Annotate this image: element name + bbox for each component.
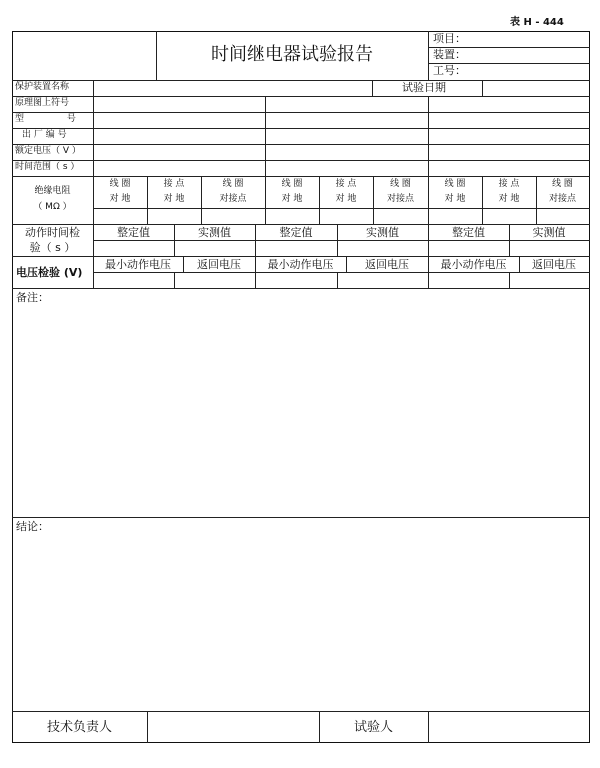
symbol-label: 原理图上符号 — [15, 98, 70, 108]
remarks-label: 备注： — [16, 291, 49, 304]
insulation-header: 接 点 — [498, 179, 520, 189]
dropout-header: 返回电压 — [197, 258, 241, 271]
table-bottom-border — [12, 742, 590, 743]
action-time-label: 动作时间检 — [25, 226, 80, 239]
measured-value-header: 实测值 — [366, 226, 399, 239]
insulation-header: 对接点 — [219, 194, 247, 204]
table-left-border — [12, 31, 13, 743]
insulation-header: 对 地 — [498, 194, 520, 204]
insulation-header: 对 地 — [281, 194, 303, 204]
insulation-header: 线 圈 — [444, 179, 466, 189]
voltage-test-label: 电压检验 (V) — [16, 266, 83, 279]
measured-value-header: 实测值 — [532, 226, 566, 239]
model-label: 型 号 — [15, 114, 76, 124]
action-time-unit: 验（ s ） — [29, 241, 76, 254]
min-pickup-header: 最小动作电压 — [267, 258, 334, 271]
insulation-header: 对 地 — [163, 194, 185, 204]
insulation-header: 对接点 — [548, 194, 576, 204]
insulation-label: 绝缘电阻 — [34, 186, 71, 196]
insulation-unit: （ MΩ ） — [33, 202, 72, 212]
project-label: 项目： — [433, 32, 466, 45]
table-top-border — [12, 31, 590, 32]
device-label: 装置： — [433, 48, 466, 61]
work-no-label: 工号： — [433, 64, 466, 77]
insulation-header: 线 圈 — [281, 179, 303, 189]
set-value-header: 整定值 — [452, 226, 485, 239]
insulation-header: 接 点 — [335, 179, 357, 189]
insulation-header: 线 圈 — [222, 179, 244, 189]
test-date-label: 试验日期 — [402, 81, 446, 94]
insulation-header: 对 地 — [444, 194, 466, 204]
insulation-header: 线 圈 — [552, 179, 573, 189]
insulation-header: 线 圈 — [390, 179, 411, 189]
form-code: 表 H - 444 — [510, 17, 564, 28]
insulation-header: 线 圈 — [109, 179, 131, 189]
min-pickup-header: 最小动作电压 — [440, 258, 507, 271]
set-value-header: 整定值 — [279, 226, 313, 239]
table-right-border — [589, 31, 590, 743]
device-name-label: 保护装置名称 — [15, 82, 70, 92]
insulation-header: 接 点 — [163, 179, 185, 189]
conclusion-label: 结论： — [16, 520, 49, 533]
dropout-header: 返回电压 — [532, 258, 576, 271]
min-pickup-header: 最小动作电压 — [105, 258, 171, 271]
set-value-header: 整定值 — [117, 226, 150, 239]
dropout-header: 返回电压 — [365, 258, 409, 271]
insulation-header: 对 地 — [109, 194, 131, 204]
tester-label: 试验人 — [353, 720, 393, 735]
serial-label: 出 厂 编 号 — [22, 130, 67, 140]
page-title: 时间继电器试验报告 — [211, 44, 373, 65]
time-range-label: 时间范围（ s ） — [15, 162, 80, 172]
insulation-header: 对接点 — [386, 194, 414, 204]
measured-value-header: 实测值 — [198, 226, 231, 239]
tech-lead-label: 技术负责人 — [46, 720, 112, 735]
insulation-header: 对 地 — [335, 194, 357, 204]
rated-voltage-label: 额定电压（ V ） — [15, 146, 81, 156]
